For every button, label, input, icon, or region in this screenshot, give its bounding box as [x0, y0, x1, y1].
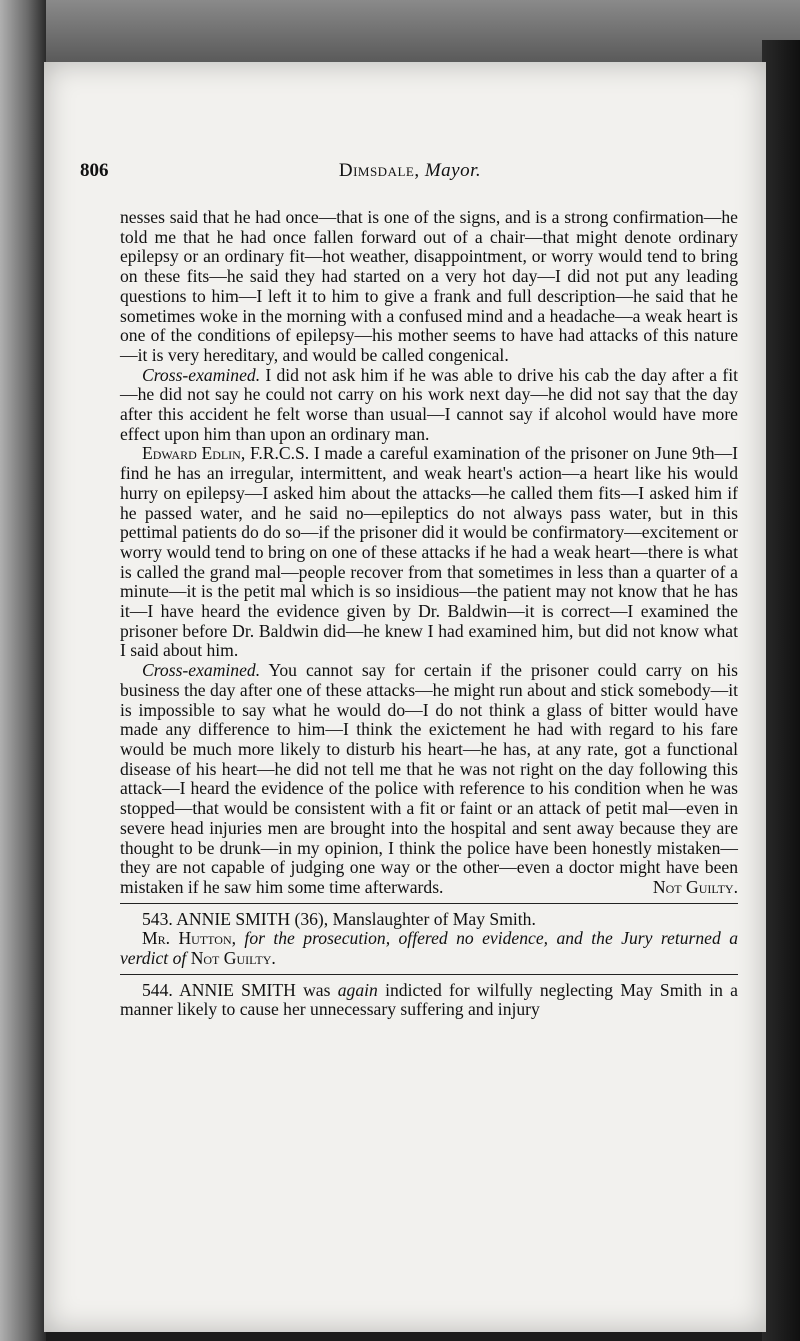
cross-examined-label: Cross-examined. — [142, 364, 261, 385]
case-543-text — [120, 929, 738, 968]
cross-examined-label: Cross-examined. — [142, 660, 261, 681]
paragraph-text: You cannot say for certain if the prisoner could carry on his business the day after one of these attacks—he might run about and stick somebody—it is impossible to say what he would do—I do not think a glass of bitter would have made any difference to him—I think the exictement he had with regard to his fare would be much more likely to disturb his heart—he has, at any rate, got a functional disease of his heart—he did not tell me that he was not right on the day following this attack—I heard the evidence of the police with reference to his condition when he was stopped—that would be consistent with a fit or faint or an attack of petit mal—even in severe head injuries men are brought into the hospital and sent away because they are thought to be drunk—in my opinion, I think the police have been honestly mistaken—they are not capable of judging one way or the other—even a doctor might have been mistaken if he saw him some time afterwards. — [120, 660, 738, 897]
running-head-name: Dimsdale, — [338, 160, 420, 181]
case-543-body: for the prosecution, offered no evidence, and the Jury returned a verdict of — [120, 928, 738, 969]
case-divider — [120, 974, 738, 975]
paragraph-text: , F.R.C.S. I made a careful examination of the prisoner on June 9th—I find he has an irregular, intermittent, and weak heart's action—a heart like his would hurry on epilepsy—I asked him about the attacks—he called them fits—I asked him if he passed water, and he said no—epileptics do not always pass water, but in this pettimal patients do do so—if the prisoner did it would be confirmatory—excitement or worry would tend to bring on one of these attacks if he had a weak heart—there is what is called the grand mal—people recover from that sometimes in less than a quarter of a minute—it is the petit mal which is so insidious—the patient may not know that he has it—I have heard the evidence given by Dr. Baldwin—it is correct—I examined the prisoner before Dr. Baldwin did—he knew I had examined him, but did not know what I said about him. — [120, 443, 738, 661]
verdict-not-guilty: Not Guilty. — [652, 876, 738, 897]
case-543-heading: 543. ANNIE SMITH (36), Manslaughter of May Smith. — [142, 908, 536, 929]
case-543-verdict: Not Guilty. — [190, 948, 276, 969]
paragraph-continuation: nesses said that he had once—that is one of the signs, and is a strong confirmation—he told me that he had once fallen forward out of a chair—that might denote ordinary epilepsy or an ordinary fit—hot weather, disappointment, or worry would tend to bring on these fits—he said they had started on a very hot day—I did not put any leading questions to him—I left it to him to give a frank and full description—he said that he sometimes woke in the morning with a confused mind and a headache—a weak heart is one of the conditions of epilepsy—his mother seems to have had attacks of this nature—it is very hereditary, and would be called congenical. — [120, 207, 738, 365]
counsel-name: Mr. Hutton, — [142, 928, 237, 949]
case-divider — [120, 903, 738, 904]
paragraph-text: I did not ask him if he was able to drive his cab the day after a fit—he did not say he could not carry on his work next day—he did not say that the day after this accident he felt worse than usual—I cannot say if alcohol would have more effect upon him than upon an ordinary man. — [120, 364, 738, 444]
case-544-rest: indicted for wilfully neglecting May Smith in a manner likely to cause her unnecessary suffering and injury — [120, 979, 738, 1020]
paragraph-cross-examined-2 — [120, 661, 738, 897]
book-right-edge — [762, 40, 800, 1341]
running-head — [80, 160, 740, 182]
paragraph-witness-edlin — [120, 444, 738, 661]
witness-name: Edward Edlin — [142, 443, 241, 464]
page-body — [120, 208, 738, 1020]
case-544-text — [120, 981, 738, 1020]
page-header — [80, 160, 740, 190]
book-top-edge — [0, 0, 800, 62]
book-left-edge — [0, 0, 46, 1341]
running-head-title: Mayor. — [424, 160, 482, 181]
page-number: 806 — [80, 160, 109, 181]
case-544-lead: 544. ANNIE SMITH was — [142, 979, 338, 1000]
paragraph-cross-examined-1 — [120, 366, 738, 445]
case-544-again: again — [337, 979, 378, 1000]
